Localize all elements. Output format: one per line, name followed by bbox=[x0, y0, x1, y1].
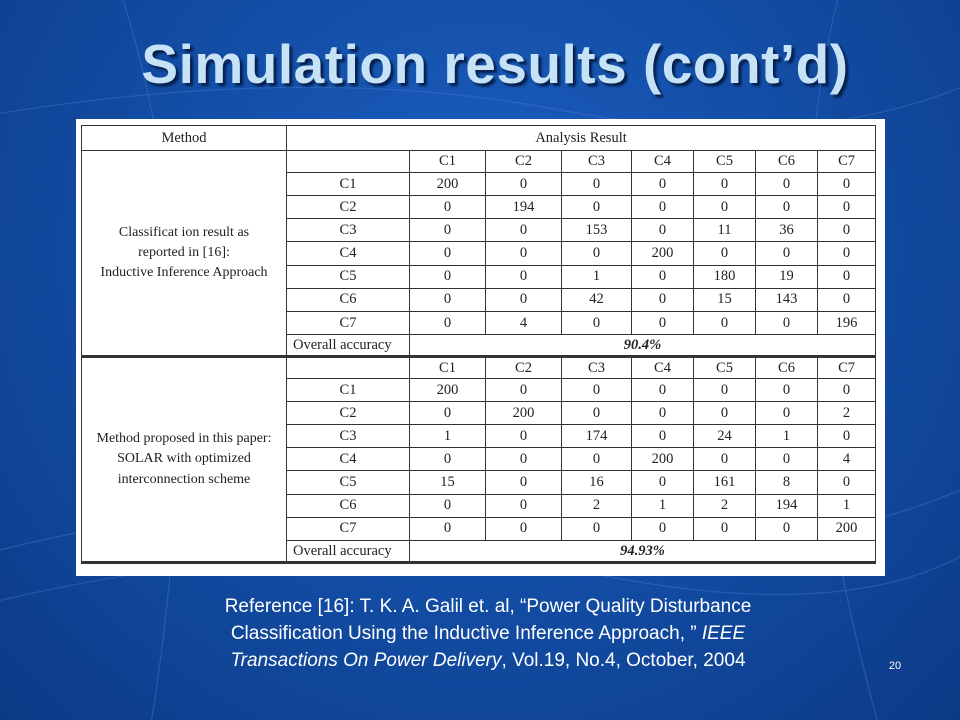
table-cell: 143 bbox=[756, 288, 818, 311]
column-header-row bbox=[82, 356, 876, 378]
table-cell: 0 bbox=[562, 242, 632, 265]
reference-journal-name: Transactions On Power Delivery bbox=[230, 650, 502, 671]
table-cell: 0 bbox=[486, 471, 562, 494]
row-label: C6 bbox=[287, 288, 410, 311]
table-cell: 0 bbox=[632, 402, 694, 425]
row-label: C2 bbox=[287, 402, 410, 425]
table-cell: 0 bbox=[694, 379, 756, 402]
table-cell: 0 bbox=[818, 196, 876, 219]
table-cell: 0 bbox=[486, 173, 562, 196]
table-cell: 15 bbox=[694, 288, 756, 311]
column-header-c3: C3 bbox=[562, 151, 632, 173]
table-cell: 0 bbox=[562, 517, 632, 540]
table-cell: 0 bbox=[694, 196, 756, 219]
table-cell: 8 bbox=[756, 471, 818, 494]
table-cell: 0 bbox=[632, 471, 694, 494]
row-label: C4 bbox=[287, 242, 410, 265]
table-cell: 0 bbox=[818, 288, 876, 311]
table-cell: 180 bbox=[694, 265, 756, 288]
table-cell: 0 bbox=[486, 288, 562, 311]
table-cell: 0 bbox=[486, 448, 562, 471]
table-cell: 1 bbox=[562, 265, 632, 288]
table-cell: 0 bbox=[486, 219, 562, 242]
table-cell: 24 bbox=[694, 425, 756, 448]
table-cell: 0 bbox=[410, 219, 486, 242]
results-table-image bbox=[76, 119, 885, 576]
table-cell: 2 bbox=[562, 494, 632, 517]
table-cell: 0 bbox=[694, 173, 756, 196]
table-cell: 0 bbox=[486, 379, 562, 402]
table-cell: 0 bbox=[756, 311, 818, 334]
table-cell: 0 bbox=[632, 173, 694, 196]
table-cell: 0 bbox=[756, 242, 818, 265]
table-cell: 0 bbox=[410, 311, 486, 334]
table-cell: 0 bbox=[410, 196, 486, 219]
table-cell: 200 bbox=[410, 173, 486, 196]
table-cell: 200 bbox=[410, 379, 486, 402]
table-cell: 11 bbox=[694, 219, 756, 242]
table-cell: 0 bbox=[818, 471, 876, 494]
table-cell: 15 bbox=[410, 471, 486, 494]
method-line: interconnection scheme bbox=[117, 471, 251, 487]
table-cell: 0 bbox=[410, 288, 486, 311]
column-header-c5: C5 bbox=[694, 356, 756, 378]
column-header-c5: C5 bbox=[694, 151, 756, 173]
table-cell: 0 bbox=[486, 494, 562, 517]
table-cell: 196 bbox=[818, 311, 876, 334]
overall-accuracy-value: 94.93% bbox=[410, 540, 876, 562]
table-cell: 194 bbox=[486, 196, 562, 219]
overall-accuracy-value: 90.4% bbox=[410, 334, 876, 356]
table-cell: 0 bbox=[562, 379, 632, 402]
table-cell: 0 bbox=[756, 448, 818, 471]
table-cell: 0 bbox=[486, 265, 562, 288]
table-cell: 4 bbox=[486, 311, 562, 334]
table-cell: 1 bbox=[818, 494, 876, 517]
row-label: C5 bbox=[287, 265, 410, 288]
row-label: C3 bbox=[287, 219, 410, 242]
table-cell: 200 bbox=[486, 402, 562, 425]
table-cell: 0 bbox=[486, 517, 562, 540]
table-cell: 0 bbox=[818, 425, 876, 448]
column-header-c1: C1 bbox=[410, 151, 486, 173]
column-header-c7: C7 bbox=[818, 356, 876, 378]
table-cell: 16 bbox=[562, 471, 632, 494]
reference-citation bbox=[130, 593, 846, 674]
table-cell: 0 bbox=[694, 402, 756, 425]
table-cell: 1 bbox=[410, 425, 486, 448]
row-label: C4 bbox=[287, 448, 410, 471]
table-cell: 0 bbox=[562, 311, 632, 334]
table-cell: 0 bbox=[632, 517, 694, 540]
table-cell: 0 bbox=[410, 242, 486, 265]
table-cell: 19 bbox=[756, 265, 818, 288]
table-cell: 0 bbox=[756, 173, 818, 196]
method-description bbox=[82, 429, 286, 490]
blank-corner-cell bbox=[287, 151, 410, 173]
table-cell: 200 bbox=[632, 448, 694, 471]
slide-number: 20 bbox=[888, 660, 902, 672]
table-cell: 0 bbox=[562, 448, 632, 471]
table-cell: 0 bbox=[818, 219, 876, 242]
analysis-result-header: Analysis Result bbox=[287, 126, 876, 151]
column-header-c6: C6 bbox=[756, 356, 818, 378]
column-header-c2: C2 bbox=[486, 356, 562, 378]
reference-volume-info: , Vol.19, No.4, October, 2004 bbox=[501, 650, 746, 671]
table-cell: 0 bbox=[410, 517, 486, 540]
column-header-c1: C1 bbox=[410, 356, 486, 378]
table-cell: 0 bbox=[632, 219, 694, 242]
table-header-row bbox=[82, 126, 876, 151]
table-cell: 161 bbox=[694, 471, 756, 494]
table-cell: 174 bbox=[562, 425, 632, 448]
row-label: C7 bbox=[287, 311, 410, 334]
table-cell: 0 bbox=[694, 517, 756, 540]
table-cell: 194 bbox=[756, 494, 818, 517]
row-label: C2 bbox=[287, 196, 410, 219]
overall-accuracy-label: Overall accuracy bbox=[287, 334, 410, 356]
method-cell bbox=[82, 356, 287, 562]
table-cell: 2 bbox=[818, 402, 876, 425]
table-cell: 0 bbox=[632, 379, 694, 402]
method-line: reported in [16]: bbox=[138, 244, 230, 260]
reference-line-1: Reference [16]: T. K. A. Galil et. al, “Power Quality Disturbance bbox=[224, 596, 752, 617]
method-line: Method proposed in this paper: bbox=[96, 431, 272, 447]
column-header-c4: C4 bbox=[632, 356, 694, 378]
column-header-c3: C3 bbox=[562, 356, 632, 378]
table-cell: 0 bbox=[632, 288, 694, 311]
row-label: C3 bbox=[287, 425, 410, 448]
table-cell: 0 bbox=[818, 265, 876, 288]
reference-line-2 bbox=[130, 620, 846, 647]
column-header-c7: C7 bbox=[818, 151, 876, 173]
table-cell: 2 bbox=[694, 494, 756, 517]
table-cell: 0 bbox=[562, 196, 632, 219]
table-cell: 153 bbox=[562, 219, 632, 242]
table-cell: 36 bbox=[756, 219, 818, 242]
table-cell: 200 bbox=[632, 242, 694, 265]
table-cell: 0 bbox=[694, 448, 756, 471]
table-cell: 0 bbox=[562, 402, 632, 425]
row-label: C1 bbox=[287, 379, 410, 402]
column-header-c6: C6 bbox=[756, 151, 818, 173]
overall-accuracy-label: Overall accuracy bbox=[287, 540, 410, 562]
table-cell: 4 bbox=[818, 448, 876, 471]
table-cell: 42 bbox=[562, 288, 632, 311]
reference-line-2-text: Classification Using the Inductive Inference Approach, ” bbox=[230, 623, 702, 644]
column-header-c4: C4 bbox=[632, 151, 694, 173]
table-cell: 0 bbox=[756, 517, 818, 540]
table-cell: 0 bbox=[410, 494, 486, 517]
table-cell: 0 bbox=[818, 242, 876, 265]
table-cell: 0 bbox=[756, 402, 818, 425]
table-cell: 0 bbox=[486, 425, 562, 448]
table-cell: 0 bbox=[410, 448, 486, 471]
row-label: C5 bbox=[287, 471, 410, 494]
slide-title: Simulation results (cont’d) bbox=[141, 33, 849, 95]
method-line: SOLAR with optimized bbox=[117, 451, 251, 467]
table-cell: 0 bbox=[410, 402, 486, 425]
confusion-matrix-table bbox=[81, 125, 876, 564]
table-cell: 0 bbox=[818, 173, 876, 196]
table-cell: 0 bbox=[756, 196, 818, 219]
table-cell: 0 bbox=[632, 311, 694, 334]
method-description bbox=[82, 223, 286, 284]
row-label: C7 bbox=[287, 517, 410, 540]
table-cell: 0 bbox=[694, 311, 756, 334]
table-cell: 0 bbox=[486, 242, 562, 265]
table-cell: 0 bbox=[410, 265, 486, 288]
method-cell bbox=[82, 151, 287, 357]
method-header: Method bbox=[82, 126, 287, 151]
row-label: C1 bbox=[287, 173, 410, 196]
reference-journal-start: IEEE bbox=[701, 623, 746, 644]
table-cell: 0 bbox=[694, 242, 756, 265]
table-cell: 1 bbox=[632, 494, 694, 517]
table-cell: 1 bbox=[756, 425, 818, 448]
table-cell: 200 bbox=[818, 517, 876, 540]
blank-corner-cell bbox=[287, 356, 410, 378]
method-line: Inductive Inference Approach bbox=[100, 265, 268, 281]
method-line: Classificat ion result as bbox=[118, 224, 250, 240]
table-cell: 0 bbox=[632, 265, 694, 288]
table-cell: 0 bbox=[818, 379, 876, 402]
row-label: C6 bbox=[287, 494, 410, 517]
table-cell: 0 bbox=[632, 425, 694, 448]
column-header-c2: C2 bbox=[486, 151, 562, 173]
table-cell: 0 bbox=[632, 196, 694, 219]
column-header-row bbox=[82, 151, 876, 173]
table-cell: 0 bbox=[756, 379, 818, 402]
table-cell: 0 bbox=[562, 173, 632, 196]
reference-line-3 bbox=[130, 647, 846, 674]
